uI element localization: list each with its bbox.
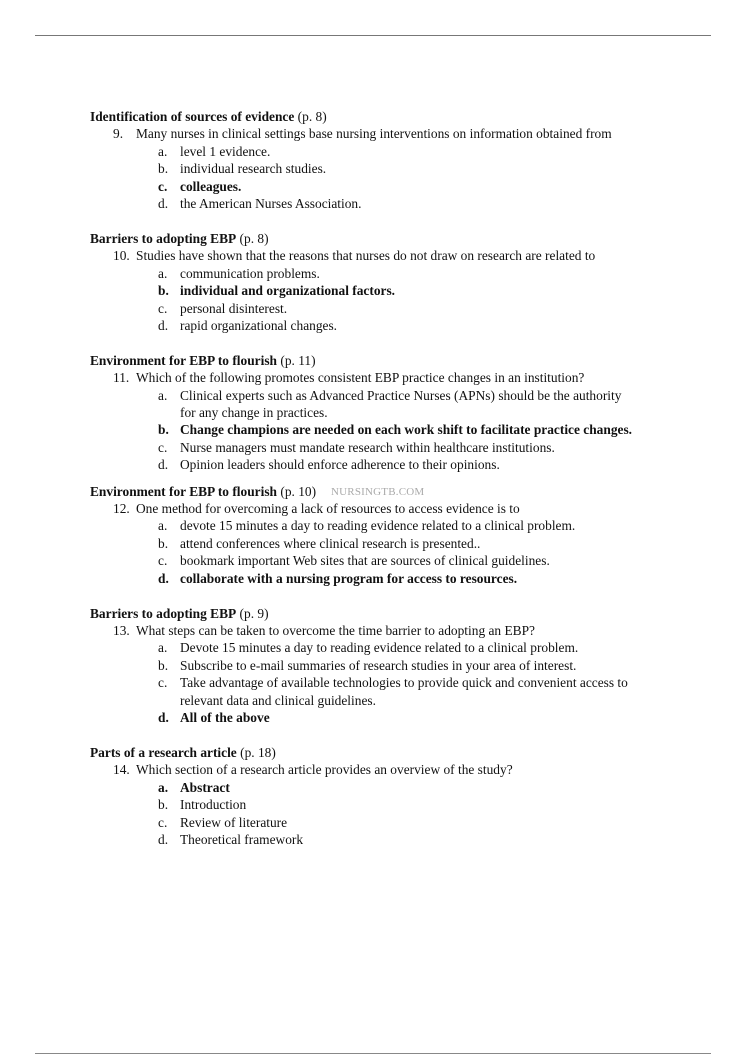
option-letter: b. bbox=[158, 535, 169, 551]
question-text: Many nurses in clinical settings base nursing interventions on information obtained from bbox=[136, 126, 612, 142]
option-item bbox=[90, 657, 670, 674]
option-item-correct bbox=[90, 709, 670, 726]
option-item bbox=[90, 456, 670, 473]
option-letter: c. bbox=[158, 675, 168, 691]
option-text: Change champions are needed on each work shift to facilitate practice changes. bbox=[180, 422, 633, 438]
page-ref: (p. 11) bbox=[280, 352, 316, 368]
topic-title: Identification of sources of evidence bbox=[90, 109, 295, 124]
header-rule bbox=[35, 35, 711, 36]
option-letter: a. bbox=[158, 640, 168, 656]
topic-title: Parts of a research article bbox=[90, 744, 237, 760]
option-item-correct bbox=[90, 178, 670, 195]
question-block bbox=[90, 230, 690, 334]
option-text: devote 15 minutes a day to reading evidence related to a clinical problem. bbox=[180, 518, 576, 534]
options-list bbox=[90, 387, 690, 474]
option-letter: c. bbox=[158, 553, 168, 569]
question-number: 10. bbox=[113, 248, 130, 264]
question-block bbox=[90, 744, 690, 848]
question-stem bbox=[90, 369, 690, 386]
option-letter: d. bbox=[158, 196, 169, 212]
question-text: Which of the following promotes consistent EBP practice changes in an institution? bbox=[136, 370, 585, 386]
option-item bbox=[90, 317, 670, 334]
option-item bbox=[90, 814, 670, 831]
topic-heading bbox=[90, 230, 690, 247]
footer-rule bbox=[35, 1053, 711, 1054]
page-ref: (p. 8) bbox=[239, 230, 269, 246]
option-item bbox=[90, 552, 670, 569]
option-text: Introduction bbox=[180, 797, 247, 813]
option-text: bookmark important Web sites that are sources of clinical guidelines. bbox=[180, 553, 550, 569]
option-letter: a. bbox=[158, 518, 168, 534]
question-block bbox=[90, 483, 690, 587]
question-stem bbox=[90, 761, 690, 778]
topic-title: Barriers to adopting EBP bbox=[90, 605, 237, 621]
option-letter: c. bbox=[158, 178, 168, 194]
option-item bbox=[90, 439, 670, 456]
topic-title: Environment for EBP to flourish bbox=[90, 483, 277, 499]
question-number: 9. bbox=[113, 126, 124, 142]
option-item bbox=[90, 517, 670, 534]
question-number: 11. bbox=[113, 370, 130, 386]
topic-title: Barriers to adopting EBP bbox=[90, 230, 237, 246]
topic-heading bbox=[90, 605, 690, 622]
option-item-correct bbox=[90, 421, 640, 438]
option-letter: d. bbox=[158, 457, 169, 473]
option-item bbox=[90, 195, 670, 212]
page-ref: (p. 8) bbox=[297, 109, 327, 124]
option-text: Review of literature bbox=[180, 814, 288, 830]
option-letter: a. bbox=[158, 387, 168, 403]
option-item-correct bbox=[90, 570, 670, 587]
option-letter: d. bbox=[158, 710, 169, 726]
option-item bbox=[90, 265, 670, 282]
option-letter: c. bbox=[158, 814, 168, 830]
option-text: individual research studies. bbox=[180, 161, 327, 177]
option-letter: b. bbox=[158, 283, 169, 299]
option-text: Devote 15 minutes a day to reading evidence related to a clinical problem. bbox=[180, 640, 579, 656]
question-number: 13. bbox=[113, 622, 130, 638]
option-item bbox=[90, 831, 670, 848]
option-text: Opinion leaders should enforce adherence to their opinions. bbox=[180, 457, 500, 473]
option-letter: d. bbox=[158, 831, 169, 847]
option-letter: b. bbox=[158, 161, 169, 177]
options-list bbox=[90, 517, 690, 587]
option-item bbox=[90, 300, 670, 317]
topic-heading bbox=[90, 744, 690, 761]
option-item bbox=[90, 639, 670, 656]
option-text: collaborate with a nursing program for access to resources. bbox=[180, 570, 518, 586]
option-item bbox=[90, 535, 670, 552]
options-list bbox=[90, 143, 690, 213]
option-letter: a. bbox=[158, 143, 168, 159]
question-block bbox=[90, 108, 690, 212]
option-letter: c. bbox=[158, 300, 168, 316]
option-letter: c. bbox=[158, 439, 168, 455]
options-list bbox=[90, 779, 690, 849]
option-letter: b. bbox=[158, 422, 169, 438]
option-text: level 1 evidence. bbox=[180, 143, 271, 159]
page-ref: (p. 10) bbox=[280, 483, 317, 499]
option-text: Theoretical framework bbox=[180, 831, 304, 847]
option-item bbox=[90, 387, 625, 422]
options-list bbox=[90, 265, 690, 335]
option-text: Clinical experts such as Advanced Practice Nurses (APNs) should be the authority for any change in practices. bbox=[180, 387, 622, 421]
question-block bbox=[90, 352, 690, 474]
option-item-correct bbox=[90, 779, 670, 796]
watermark: NURSINGTB.COM bbox=[331, 486, 425, 498]
question-stem bbox=[90, 247, 690, 264]
option-letter: b. bbox=[158, 797, 169, 813]
option-item bbox=[90, 143, 670, 160]
question-stem bbox=[90, 500, 690, 517]
option-text: personal disinterest. bbox=[180, 300, 288, 316]
question-text: What steps can be taken to overcome the time barrier to adopting an EBP? bbox=[136, 622, 535, 638]
option-text: attend conferences where clinical research is presented.. bbox=[180, 535, 481, 551]
options-list bbox=[90, 639, 690, 726]
option-text: colleagues. bbox=[180, 178, 242, 194]
option-item bbox=[90, 674, 670, 709]
option-text: All of the above bbox=[180, 710, 270, 726]
question-stem bbox=[90, 125, 690, 142]
option-letter: a. bbox=[158, 265, 168, 281]
question-text: Studies have shown that the reasons that nurses do not draw on research are related to bbox=[136, 248, 596, 264]
option-text: Abstract bbox=[180, 779, 230, 795]
option-letter: d. bbox=[158, 317, 169, 333]
option-text: individual and organizational factors. bbox=[180, 283, 396, 299]
question-block bbox=[90, 605, 690, 727]
topic-title: Environment for EBP to flourish bbox=[90, 352, 277, 368]
option-text: rapid organizational changes. bbox=[180, 317, 338, 333]
question-text: Which section of a research article provides an overview of the study? bbox=[136, 762, 513, 778]
option-letter: b. bbox=[158, 657, 169, 673]
option-text: Subscribe to e-mail summaries of research studies in your area of interest. bbox=[180, 657, 577, 673]
question-text: One method for overcoming a lack of resources to access evidence is to bbox=[136, 501, 520, 517]
option-letter: a. bbox=[158, 779, 169, 795]
page-ref: (p. 9) bbox=[239, 605, 269, 621]
question-number: 14. bbox=[113, 762, 130, 778]
option-letter: d. bbox=[158, 570, 169, 586]
question-stem bbox=[90, 622, 690, 639]
option-text: Take advantage of available technologies to provide quick and convenient access to relevant data and clinical guidelines. bbox=[180, 675, 628, 708]
option-item bbox=[90, 160, 670, 177]
topic-heading bbox=[90, 108, 690, 125]
page-ref: (p. 18) bbox=[240, 744, 276, 760]
option-item-correct bbox=[90, 282, 670, 299]
option-text: the American Nurses Association. bbox=[180, 196, 362, 212]
question-number: 12. bbox=[113, 501, 130, 517]
topic-heading bbox=[90, 352, 690, 369]
option-item bbox=[90, 796, 670, 813]
option-text: Nurse managers must mandate research within healthcare institutions. bbox=[180, 439, 555, 455]
option-text: communication problems. bbox=[180, 265, 320, 281]
